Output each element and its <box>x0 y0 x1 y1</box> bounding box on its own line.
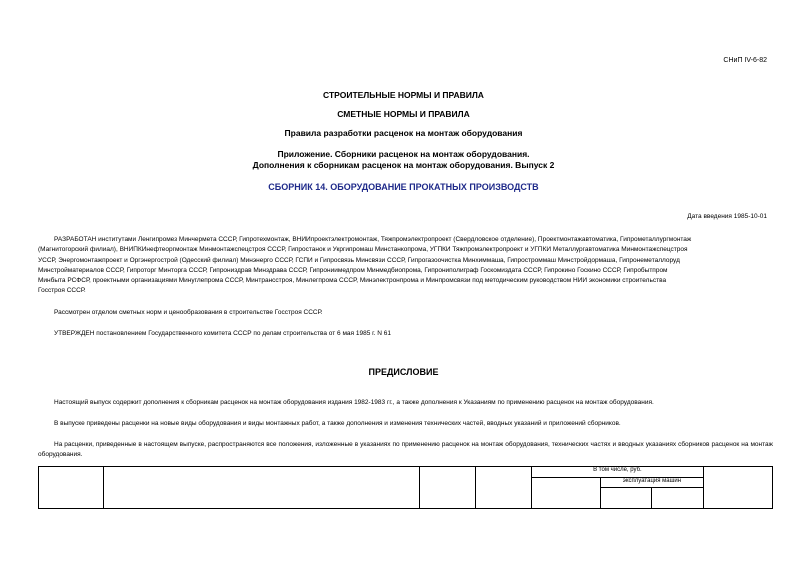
preface-heading: ПРЕДИСЛОВИЕ <box>368 367 439 377</box>
developed-line: Госстроя СССР. <box>38 287 86 295</box>
preface-paragraph-2: В выпуске приведены расценки на новые виды оборудования и виды монтажных работ, а также дополнения и изменения технических частей, вводных указаний и приложений сборников. <box>54 420 621 427</box>
table-cell <box>703 467 772 509</box>
title-appendix <box>0 149 807 171</box>
developed-line: Минстройматериалов СССР, Гипроторг Минторга СССР, Гипрониздрав Минздрава СССР, Гипрониимедпром Минмедбиопрома, Гипрониполиграф Госкомиздата СССР, Гипрокино Госкино СССР, Гипробытпром <box>38 266 668 274</box>
table-cell <box>103 467 420 509</box>
table-cell <box>531 478 600 509</box>
table-cell <box>39 467 104 509</box>
introduction-date: Дата введения 1985-10-01 <box>687 213 767 220</box>
developed-line: УССР, Энергомонтажпроект и Оргэнергострой (Одесский филиал) Минэнерго СССР, ГСПИ и Гипросвязь Минсвязи СССР, Гипрогазоочистка Минхиммаша, Гипростроммаш Минстройдормаша, Гипронеметаллоруд <box>38 256 680 264</box>
machine-operation-header: эксплуатация машин <box>600 478 703 488</box>
developed-line: (Магнитогорский филиал), ВНИПКИнефтеоргмонтаж Минмонтажспецстроя СССР, Гипростанок и Укргипромаш Минстанкопрома, УГПКИ Тяжпромэлектропроект и УГПКИ Металлургавтоматика Минмонтажспецстроя <box>38 246 688 254</box>
reviewed-paragraph: Рассмотрен отделом сметных норм и ценообразования в строительстве Госстроя СССР. <box>54 309 323 316</box>
in-total-header: В том числе, руб. <box>531 467 703 478</box>
developed-by-paragraph <box>38 235 773 297</box>
title-building-norms: СТРОИТЕЛЬНЫЕ НОРМЫ И ПРАВИЛА <box>323 90 484 100</box>
approved-paragraph: УТВЕРЖДЕН постановлением Государственного комитета СССР по делам строительства от 6 мая 1985 г. N 61 <box>54 330 392 337</box>
developed-line: РАЗРАБОТАН институтами Ленгипромез Минчермета СССР, Гипротехмонтаж, ВНИИпроектэлектромонтаж, Тяжпромэлектропроект (Свердловское отделение), Проектмонтажавтоматика, Гипрометаллургмонтаж <box>54 236 692 243</box>
table-cell <box>600 488 651 509</box>
table-cell <box>476 467 532 509</box>
developed-line: Минбыта РСФСР, проектными организациями Минуглепрома СССР, Минтрансстроя, Минлегпрома СССР, Минэлектронпрома и Минпромсвязи под методическим руководством НИИ экономики строительства <box>38 277 667 285</box>
preface-paragraph-1: Настоящий выпуск содержит дополнения к сборникам расценок на монтаж оборудования издания 1982-1983 гг., а также дополнения к Указаниям по применению расценок на монтаж оборудования. <box>54 399 654 406</box>
document-code: СНиП IV-6-82 <box>723 57 767 64</box>
table-row <box>39 467 773 478</box>
table-cell <box>652 488 703 509</box>
rates-table <box>38 466 773 509</box>
collection-title: СБОРНИК 14. ОБОРУДОВАНИЕ ПРОКАТНЫХ ПРОИЗВОДСТВ <box>268 182 539 192</box>
title-rules: Правила разработки расценок на монтаж оборудования <box>284 128 523 138</box>
title-estimate-norms: СМЕТНЫЕ НОРМЫ И ПРАВИЛА <box>337 109 470 119</box>
preface-paragraph-3: На расценки, приведенные в настоящем выпуске, распространяются все положения, изложенные в указаниях по применению расценок на монтаж оборудования, технических частях и вводных указаниях сборников расценок на монтаж оборудования. <box>38 441 773 459</box>
title-appendix-line2: Дополнения к сборникам расценок на монтаж оборудования. Выпуск 2 <box>252 160 555 170</box>
table-cell <box>420 467 476 509</box>
title-appendix-line1: Приложение. Сборники расценок на монтаж оборудования. <box>277 149 530 159</box>
